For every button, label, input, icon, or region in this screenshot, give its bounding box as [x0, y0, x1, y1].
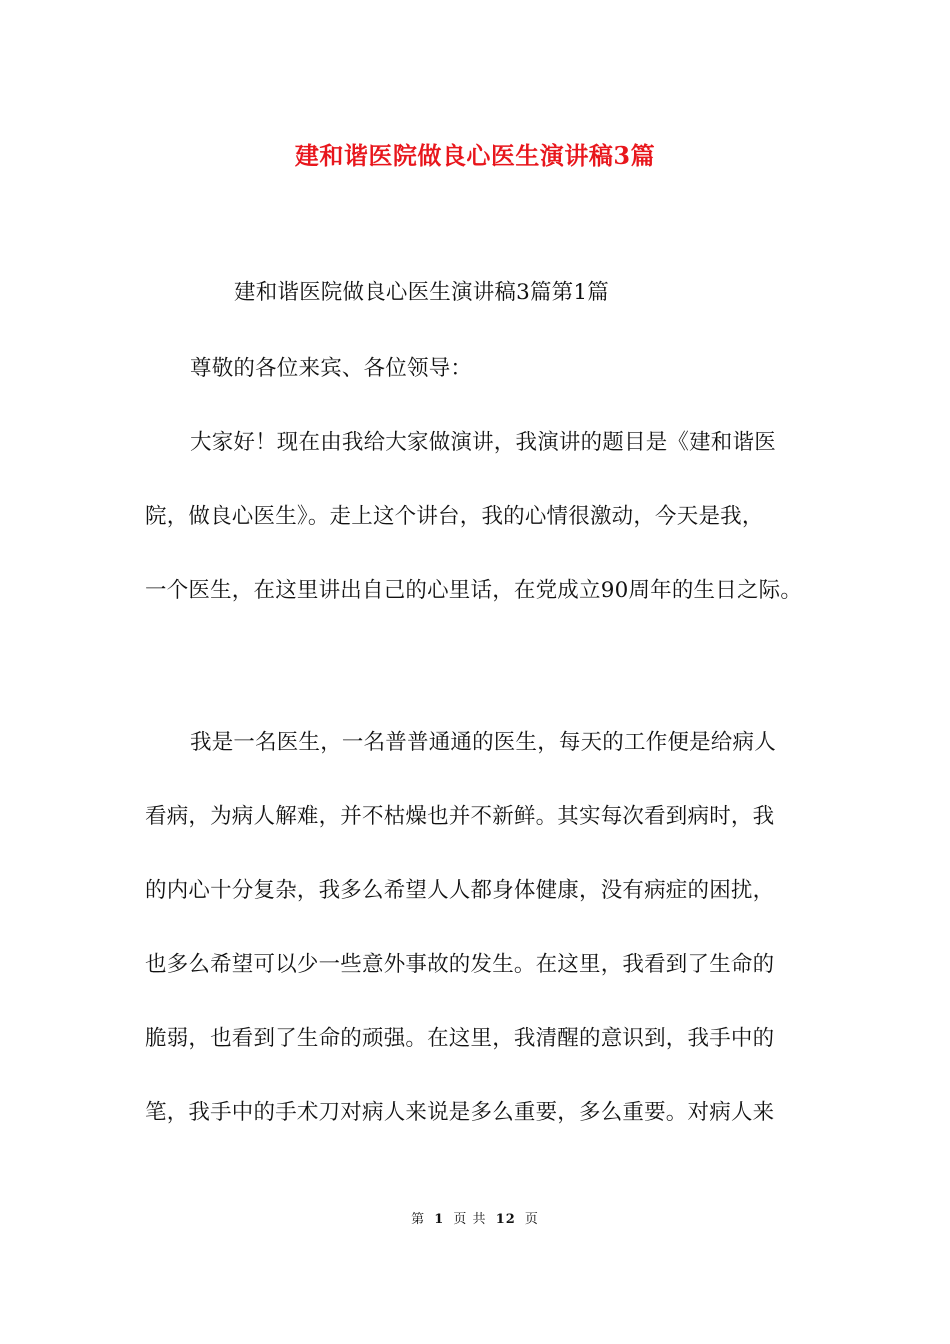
paragraph-line: 的内心十分复杂，我多么希望人人都身体健康，没有病症的困扰，: [145, 878, 775, 903]
footer-middle: 页 共: [453, 1212, 487, 1227]
page-footer: [0, 1208, 950, 1227]
paragraph-line: 大家好！现在由我给大家做演讲，我演讲的题目是《建和谐医: [190, 430, 776, 455]
footer-prefix: 第: [411, 1212, 426, 1227]
paragraph-line: 看病，为病人解难，并不枯燥也并不新鲜。其实每次看到病时，我: [145, 804, 775, 829]
document-title: 建和谐医院做良心医生演讲稿3篇: [294, 141, 656, 170]
paragraph-line: 也多么希望可以少一些意外事故的发生。在这里，我看到了生命的: [145, 952, 775, 977]
salutation: 尊敬的各位来宾、各位领导：: [190, 356, 473, 381]
paragraph-line: 一个医生，在这里讲出自己的心里话，在党成立90周年的生日之际。: [145, 578, 803, 603]
footer-total-pages: 12: [495, 1212, 516, 1227]
footer-suffix: 页: [524, 1212, 539, 1227]
paragraph-line: 我是一名医生，一名普普通通的医生，每天的工作便是给病人: [190, 730, 776, 755]
footer-page-number: 1: [434, 1212, 445, 1227]
paragraph-line: 脆弱，也看到了生命的顽强。在这里，我清醒的意识到，我手中的: [145, 1026, 775, 1051]
paragraph-line: 笔，我手中的手术刀对病人来说是多么重要，多么重要。对病人来: [145, 1100, 775, 1125]
paragraph-line: 院，做良心医生》。走上这个讲台，我的心情很激动，今天是我，: [145, 504, 764, 529]
section-heading: 建和谐医院做良心医生演讲稿3篇第1篇: [234, 280, 609, 305]
